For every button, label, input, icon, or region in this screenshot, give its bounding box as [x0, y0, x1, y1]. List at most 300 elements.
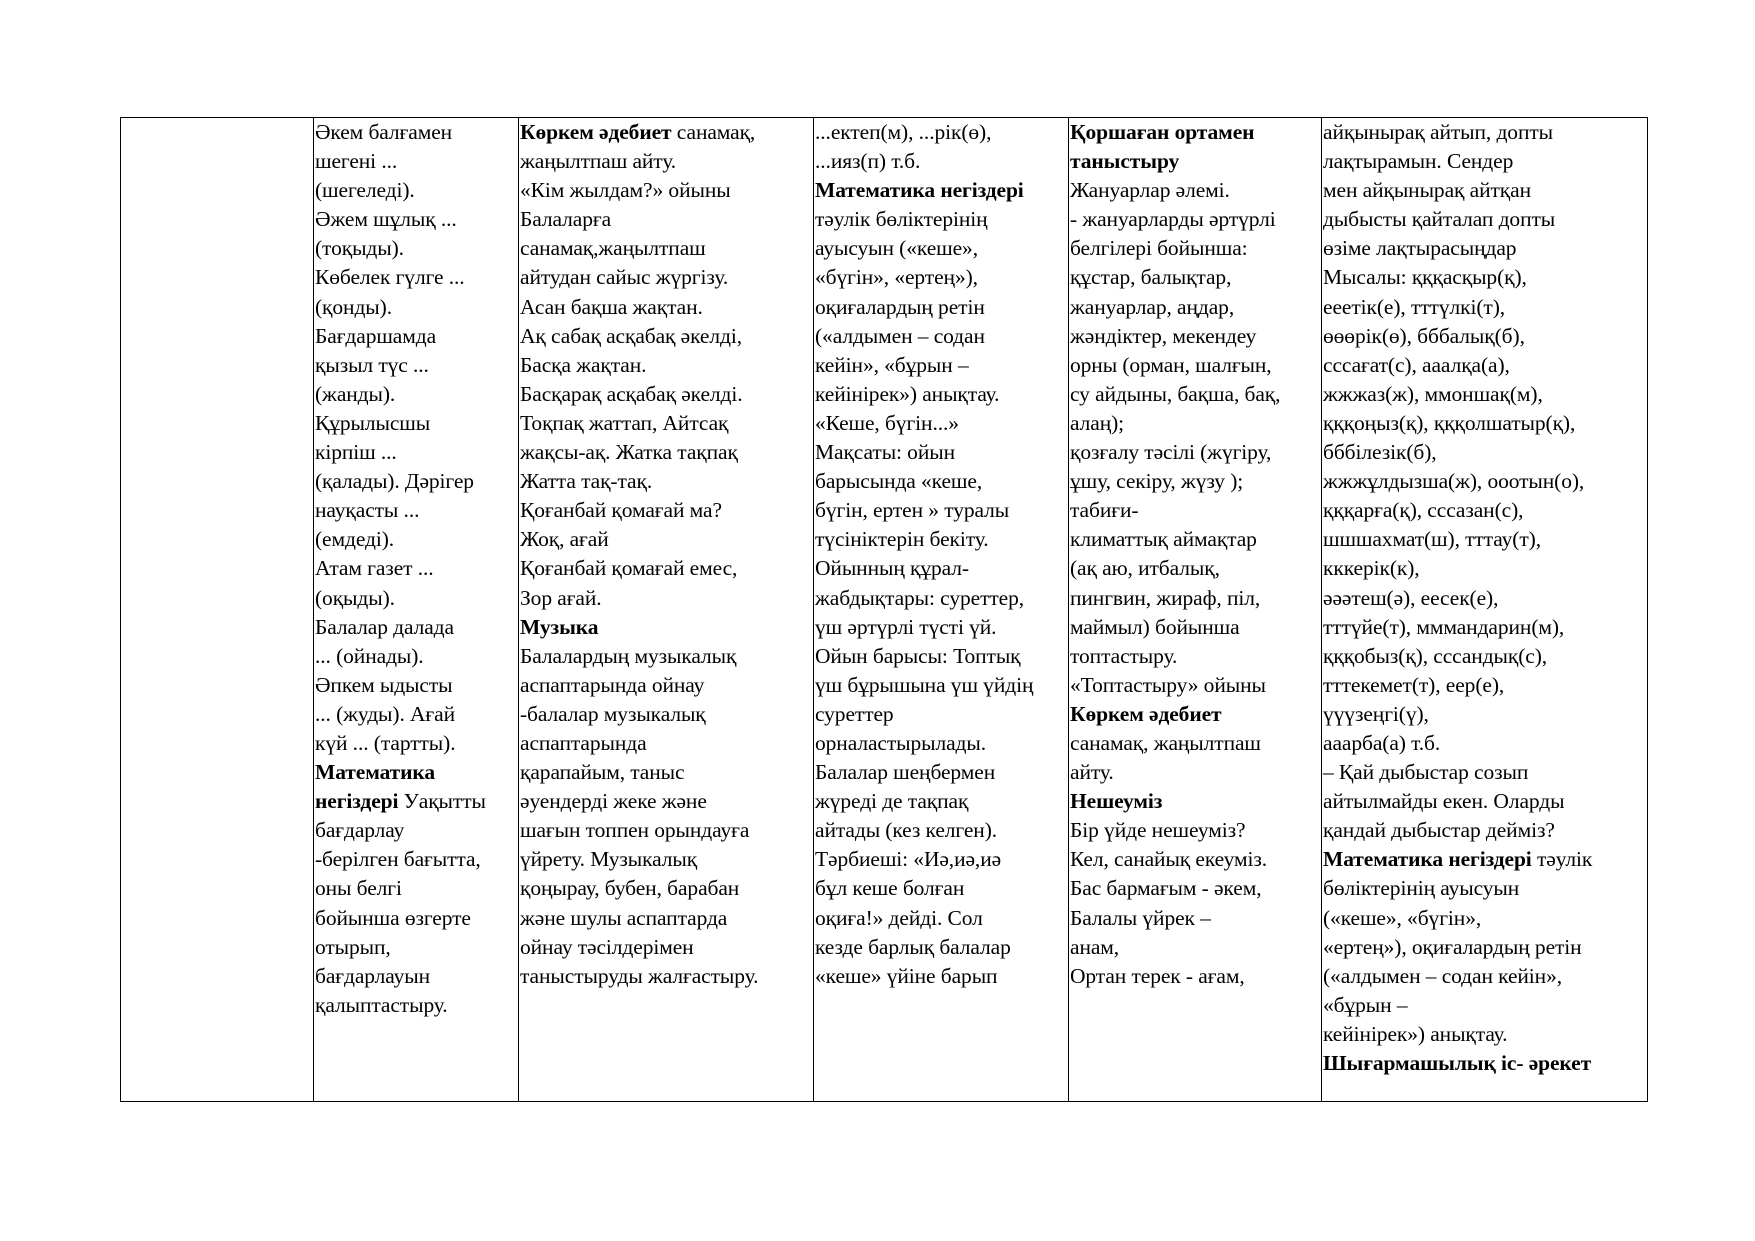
text-run: («алдымен – содан кейін»,: [1323, 963, 1563, 988]
text-run: науқасты ...: [315, 498, 420, 523]
text-line: [1070, 642, 1320, 671]
text-line: [1323, 671, 1646, 700]
cell-text: [815, 118, 1067, 991]
text-run: қалыптастыру.: [315, 992, 448, 1017]
text-run: ... (жуды). Ағай: [315, 701, 455, 726]
text-line: [1323, 438, 1646, 467]
text-run: Балалар шеңбермен: [815, 760, 996, 785]
text-line: [520, 351, 812, 380]
text-run: Ортан терек - ағам,: [1070, 963, 1245, 988]
text-line: [1070, 874, 1320, 903]
text-line: [520, 322, 812, 351]
bold-heading-run: Математика негіздері: [815, 178, 1024, 203]
text-line: [315, 874, 517, 903]
text-run: Жатта тақ-тақ.: [520, 469, 653, 494]
text-line: [315, 293, 517, 322]
text-run: - жануарларды әртүрлі: [1070, 207, 1276, 232]
text-line: [1070, 147, 1320, 176]
text-run: Құрылысшы: [315, 410, 431, 435]
text-line: [815, 525, 1067, 554]
text-line: [1323, 904, 1646, 933]
text-line: [815, 351, 1067, 380]
text-run: «Кеше, бүгін...»: [815, 410, 959, 435]
text-line: [520, 234, 812, 263]
text-run: (тоқыды).: [315, 236, 404, 261]
text-run: сссағат(с), ааалқа(а),: [1323, 352, 1510, 377]
text-line: [1070, 933, 1320, 962]
text-run: тәулік: [1531, 847, 1593, 872]
bold-heading-run: Математика: [315, 760, 436, 785]
text-line: [1323, 525, 1646, 554]
text-line: [1323, 409, 1646, 438]
text-line: [815, 671, 1067, 700]
text-run: таныстыруды жалғастыру.: [520, 963, 759, 988]
text-run: орны (орман, шалғын,: [1070, 352, 1272, 377]
bold-heading-run: Математика негіздері: [1323, 847, 1532, 872]
text-run: түсініктерін бекіту.: [815, 527, 989, 552]
text-run: Зор ағай.: [520, 585, 602, 610]
text-run: және шулы аспаптарда: [520, 905, 728, 930]
text-run: маймыл) бойынша: [1070, 614, 1240, 639]
text-run: ...ектеп(м), ...рік(ө),: [815, 120, 992, 144]
text-line: [520, 176, 812, 205]
text-line: [815, 554, 1067, 583]
text-run: санамақ,жаңылтпаш: [520, 236, 706, 261]
text-line: [520, 118, 812, 147]
text-line: [315, 525, 517, 554]
text-line: [1070, 845, 1320, 874]
text-line: [1323, 467, 1646, 496]
text-run: кейінірек») анықтау.: [815, 381, 1000, 406]
text-line: [815, 874, 1067, 903]
bold-heading-run: негіздері: [315, 789, 399, 814]
text-run: бұл кеше болған: [815, 876, 965, 901]
text-run: Балалардың музыкалық: [520, 643, 737, 668]
text-run: алаң);: [1070, 410, 1125, 435]
text-line: [1323, 1049, 1646, 1078]
text-run: Уақытты: [398, 789, 486, 814]
text-run: Басқа жақтан.: [520, 352, 647, 377]
text-run: оны белгі: [315, 876, 402, 901]
text-run: санамақ,: [671, 120, 756, 144]
text-run: жүреді де тақпақ: [815, 789, 969, 814]
bold-heading-run: таныстыру: [1070, 149, 1180, 174]
text-run: күй ... (тартты).: [315, 730, 456, 755]
text-run: қққоңыз(қ), қққолшатыр(қ),: [1323, 410, 1576, 435]
table-cell-math-game: [814, 118, 1069, 1102]
text-line: [1323, 729, 1646, 758]
text-run: орналастырылады.: [815, 730, 987, 755]
text-run: ойнау тәсілдерімен: [520, 934, 694, 959]
text-line: [315, 467, 517, 496]
text-line: [1323, 991, 1646, 1020]
text-line: [1323, 351, 1646, 380]
text-line: [815, 380, 1067, 409]
text-run: «Топтастыру» ойыны: [1070, 672, 1266, 697]
text-run: кккерік(к),: [1323, 556, 1420, 581]
bold-heading-run: Шығармашылық іс- әрекет: [1323, 1051, 1592, 1075]
text-run: санамақ, жаңылтпаш: [1070, 730, 1261, 755]
text-line: [1323, 787, 1646, 816]
text-run: бойынша өзгерте: [315, 905, 471, 930]
text-line: [315, 205, 517, 234]
text-run: бббілезік(б),: [1323, 440, 1437, 465]
cell-text: [1323, 118, 1646, 1078]
text-run: үүүзеңгі(ү),: [1323, 701, 1429, 726]
text-line: [315, 758, 517, 787]
text-line: [815, 758, 1067, 787]
bold-heading-run: Көркем әдебиет: [1070, 701, 1222, 726]
text-line: [1070, 613, 1320, 642]
text-line: [1070, 351, 1320, 380]
text-line: [315, 991, 517, 1020]
text-run: белгілері бойынша:: [1070, 236, 1248, 261]
text-run: анам,: [1070, 934, 1120, 959]
text-run: ауысуын («кеше»,: [815, 236, 978, 261]
text-line: [1070, 554, 1320, 583]
text-run: «бұрын –: [1323, 992, 1408, 1017]
text-line: [315, 845, 517, 874]
text-run: Кел, санайық екеуміз.: [1070, 847, 1267, 872]
text-line: [815, 118, 1067, 147]
bold-heading-run: Қоршаған ортамен: [1070, 120, 1255, 144]
text-line: [315, 584, 517, 613]
text-run: Атам газет ...: [315, 556, 434, 581]
text-run: шшшахмат(ш), тттау(т),: [1323, 527, 1541, 552]
text-line: [315, 234, 517, 263]
text-line: [815, 467, 1067, 496]
text-run: Балаларға: [520, 207, 612, 232]
text-line: [315, 671, 517, 700]
text-line: [1323, 874, 1646, 903]
text-line: [815, 613, 1067, 642]
text-line: [815, 205, 1067, 234]
text-line: [1323, 584, 1646, 613]
text-run: ааарба(а) т.б.: [1323, 730, 1441, 755]
text-run: Тәрбиеші: «Иә,иә,иә: [815, 847, 1002, 872]
text-line: [1070, 525, 1320, 554]
text-run: дыбысты қайталап допты: [1323, 207, 1556, 232]
text-line: [520, 758, 812, 787]
text-line: [815, 263, 1067, 292]
text-run: «ертең»), оқиғалардың ретін: [1323, 934, 1582, 959]
text-line: [815, 962, 1067, 991]
text-line: [1323, 642, 1646, 671]
text-line: [815, 787, 1067, 816]
text-run: Әжем шұлық ...: [315, 207, 457, 232]
text-run: Әпкем ыдысты: [315, 672, 453, 697]
text-line: [520, 554, 812, 583]
text-line: [315, 700, 517, 729]
text-run: үш бұрышына үш үйдің: [815, 672, 1034, 697]
text-line: [1323, 118, 1646, 147]
text-line: [1323, 962, 1646, 991]
text-line: [1070, 322, 1320, 351]
text-line: [315, 613, 517, 642]
text-line: [520, 438, 812, 467]
text-run: ... (ойнады).: [315, 643, 424, 668]
text-run: айтудан сайыс жүргізу.: [520, 265, 729, 290]
text-run: ұшу, секіру, жүзу );: [1070, 469, 1244, 494]
text-run: Балалы үйрек –: [1070, 905, 1211, 930]
text-run: айтылмайды екен. Оларды: [1323, 789, 1565, 814]
text-line: [315, 118, 517, 147]
text-run: мен айқынырақ айтқан: [1323, 178, 1531, 203]
text-run: оқиға!» дейді. Сол: [815, 905, 983, 930]
text-line: [1070, 700, 1320, 729]
text-line: [520, 933, 812, 962]
text-line: [520, 845, 812, 874]
text-run: қарапайым, таныс: [520, 760, 685, 785]
text-run: топтастыру.: [1070, 643, 1178, 668]
text-line: [1070, 205, 1320, 234]
text-run: Ойынның құрал-: [815, 556, 969, 581]
text-run: Жоқ, ағай: [520, 527, 609, 552]
text-run: (оқыды).: [315, 585, 395, 610]
text-run: табиғи-: [1070, 498, 1139, 523]
text-run: Ойын барысы: Топтық: [815, 643, 1021, 668]
text-run: айтады (кез келген).: [815, 818, 998, 843]
text-line: [1070, 671, 1320, 700]
text-run: кезде барлық балалар: [815, 934, 1011, 959]
text-run: Бағдаршамда: [315, 323, 437, 348]
bold-heading-run: Музыка: [520, 614, 599, 639]
table-cell-speech-exercise: [314, 118, 519, 1102]
text-line: [815, 438, 1067, 467]
text-line: [815, 293, 1067, 322]
text-run: отырып,: [315, 934, 391, 959]
text-run: жжжұлдызша(ж), ооотын(о),: [1323, 469, 1585, 494]
text-line: [1070, 758, 1320, 787]
text-run: қққобыз(қ), сссандық(с),: [1323, 643, 1548, 668]
text-line: [1323, 700, 1646, 729]
text-run: «кеше» үйіне барып: [815, 963, 998, 988]
text-line: [1323, 147, 1646, 176]
text-run: су айдыны, бақша, бақ,: [1070, 381, 1281, 406]
cell-text: [315, 118, 517, 1020]
text-run: Асан бақша жақтан.: [520, 294, 703, 319]
text-run: Балалар далада: [315, 614, 454, 639]
text-run: барысында «кеше,: [815, 469, 983, 494]
text-run: үйрету. Музыкалық: [520, 847, 698, 872]
text-line: [315, 263, 517, 292]
text-run: өзіме лақтырасыңдар: [1323, 236, 1517, 261]
text-line: [520, 380, 812, 409]
text-run: Басқарақ асқабақ әкелді.: [520, 381, 743, 406]
text-run: «бүгін», «ертең»),: [815, 265, 978, 290]
text-run: жануарлар, аңдар,: [1070, 294, 1235, 319]
text-line: [815, 409, 1067, 438]
text-run: бөліктерінің ауысуын: [1323, 876, 1520, 901]
text-line: [1070, 467, 1320, 496]
text-run: -берілген бағытта,: [315, 847, 481, 872]
text-run: (шегеледі).: [315, 178, 415, 203]
text-line: [1070, 263, 1320, 292]
text-line: [815, 816, 1067, 845]
text-line: [315, 409, 517, 438]
text-line: [1070, 496, 1320, 525]
text-line: [1323, 263, 1646, 292]
text-line: [1070, 438, 1320, 467]
table-cell-literature-music: [519, 118, 814, 1102]
text-line: [520, 147, 812, 176]
text-line: [520, 293, 812, 322]
text-run: өөөрік(ө), бббалық(б),: [1323, 323, 1525, 348]
text-run: -балалар музыкалық: [520, 701, 706, 726]
text-run: пингвин, жираф, піл,: [1070, 585, 1261, 610]
cell-text: [1070, 118, 1320, 991]
text-run: Тоқпақ жаттап, Айтсақ: [520, 410, 729, 435]
bold-heading-run: Көркем әдебиет: [520, 120, 672, 144]
text-run: лақтырамын. Сендер: [1323, 149, 1514, 174]
text-line: [1323, 758, 1646, 787]
text-line: [520, 263, 812, 292]
table-cell-sounds-math: [1322, 118, 1648, 1102]
text-line: [1323, 554, 1646, 583]
text-line: [1070, 409, 1320, 438]
text-run: құстар, балықтар,: [1070, 265, 1232, 290]
bold-heading-run: Нешеуміз: [1070, 789, 1163, 814]
text-run: жжжаз(ж), ммоншақ(м),: [1323, 381, 1543, 406]
text-run: үш әртүрлі түсті үй.: [815, 614, 997, 639]
text-run: шегені ...: [315, 149, 398, 174]
text-line: [315, 962, 517, 991]
text-run: қандай дыбыстар дейміз?: [1323, 818, 1555, 843]
text-run: Әкем балғамен: [315, 120, 453, 144]
table-cell-empty: [121, 118, 314, 1102]
text-line: [315, 787, 517, 816]
text-run: суреттер: [815, 701, 894, 726]
table-row: [121, 118, 1648, 1102]
text-line: [315, 176, 517, 205]
text-line: [1070, 904, 1320, 933]
text-run: («кеше», «бүгін»,: [1323, 905, 1482, 930]
text-line: [815, 322, 1067, 351]
text-line: [1070, 118, 1320, 147]
text-line: [520, 700, 812, 729]
text-line: [520, 525, 812, 554]
text-run: оқиғалардың ретін: [815, 294, 985, 319]
text-line: [520, 962, 812, 991]
text-run: жәндіктер, мекендеу: [1070, 323, 1257, 348]
text-line: [520, 205, 812, 234]
text-line: [815, 584, 1067, 613]
text-run: Ақ сабақ асқабақ әкелді,: [520, 323, 742, 348]
text-run: кейінірек») анықтау.: [1323, 1021, 1508, 1046]
text-run: тттүйе(т), мммандарин(м),: [1323, 614, 1565, 639]
text-line: [1323, 176, 1646, 205]
text-run: Жануарлар әлемі.: [1070, 178, 1230, 203]
text-line: [520, 584, 812, 613]
text-line: [520, 467, 812, 496]
text-line: [315, 904, 517, 933]
text-run: (қалады). Дәрігер: [315, 469, 474, 494]
text-line: [315, 438, 517, 467]
text-run: аспаптарында ойнау: [520, 672, 705, 697]
text-run: (жанды).: [315, 381, 396, 406]
text-line: [815, 845, 1067, 874]
text-run: Көбелек гүлге ...: [315, 265, 465, 290]
text-run: (ақ аю, итбалық,: [1070, 556, 1220, 581]
text-line: [815, 642, 1067, 671]
text-line: [315, 147, 517, 176]
text-line: [315, 729, 517, 758]
text-line: [1070, 584, 1320, 613]
text-line: [1070, 234, 1320, 263]
text-run: кірпіш ...: [315, 440, 397, 465]
text-line: [520, 409, 812, 438]
text-run: Бас бармағым - әкем,: [1070, 876, 1262, 901]
text-line: [520, 496, 812, 525]
text-run: жаңылтпаш айту.: [520, 149, 677, 174]
table-cell-environment: [1069, 118, 1322, 1102]
text-run: жақсы-ақ. Жатка тақпақ: [520, 440, 738, 465]
lesson-plan-table: [120, 117, 1648, 1102]
text-line: [520, 787, 812, 816]
text-run: (қонды).: [315, 294, 392, 319]
text-line: [1323, 322, 1646, 351]
text-run: тттекемет(т), еер(е),: [1323, 672, 1505, 697]
text-line: [1070, 176, 1320, 205]
text-line: [1323, 234, 1646, 263]
text-line: [315, 380, 517, 409]
text-line: [315, 933, 517, 962]
text-line: [1070, 293, 1320, 322]
text-run: қызыл түс ...: [315, 352, 429, 377]
text-line: [520, 729, 812, 758]
text-run: бағдарлау: [315, 818, 405, 843]
text-line: [520, 613, 812, 642]
text-run: Қоғанбай қомағай емес,: [520, 556, 738, 581]
text-line: [815, 700, 1067, 729]
text-line: [1070, 787, 1320, 816]
text-run: Мысалы: қққасқыр(қ),: [1323, 265, 1527, 290]
text-run: – Қай дыбыстар созып: [1323, 760, 1529, 785]
text-run: Мақсаты: ойын: [815, 440, 955, 465]
text-line: [520, 904, 812, 933]
text-run: қққарға(қ), сссазан(с),: [1323, 498, 1524, 523]
text-line: [1323, 845, 1646, 874]
text-run: шағын топпен орындауға: [520, 818, 750, 843]
text-line: [1323, 205, 1646, 234]
text-line: [1323, 496, 1646, 525]
text-line: [315, 554, 517, 583]
text-line: [815, 496, 1067, 525]
text-run: (емдеді).: [315, 527, 395, 552]
text-line: [315, 322, 517, 351]
text-line: [1070, 729, 1320, 758]
text-run: («алдымен – содан: [815, 323, 985, 348]
text-line: [1323, 1020, 1646, 1049]
text-line: [315, 816, 517, 845]
text-line: [815, 933, 1067, 962]
text-run: бағдарлауын: [315, 963, 431, 988]
text-line: [1323, 293, 1646, 322]
text-run: климаттық аймақтар: [1070, 527, 1257, 552]
text-run: бүгін, ертен » туралы: [815, 498, 1010, 523]
text-line: [815, 904, 1067, 933]
text-line: [520, 816, 812, 845]
text-line: [1323, 613, 1646, 642]
text-line: [520, 671, 812, 700]
text-run: қоңырау, бубен, барабан: [520, 876, 740, 901]
text-line: [520, 642, 812, 671]
text-line: [815, 147, 1067, 176]
text-run: айқынырақ айтып, допты: [1323, 120, 1553, 144]
text-run: қозғалу тәсілі (жүгіру,: [1070, 440, 1272, 465]
cell-text: [520, 118, 812, 991]
text-line: [815, 176, 1067, 205]
